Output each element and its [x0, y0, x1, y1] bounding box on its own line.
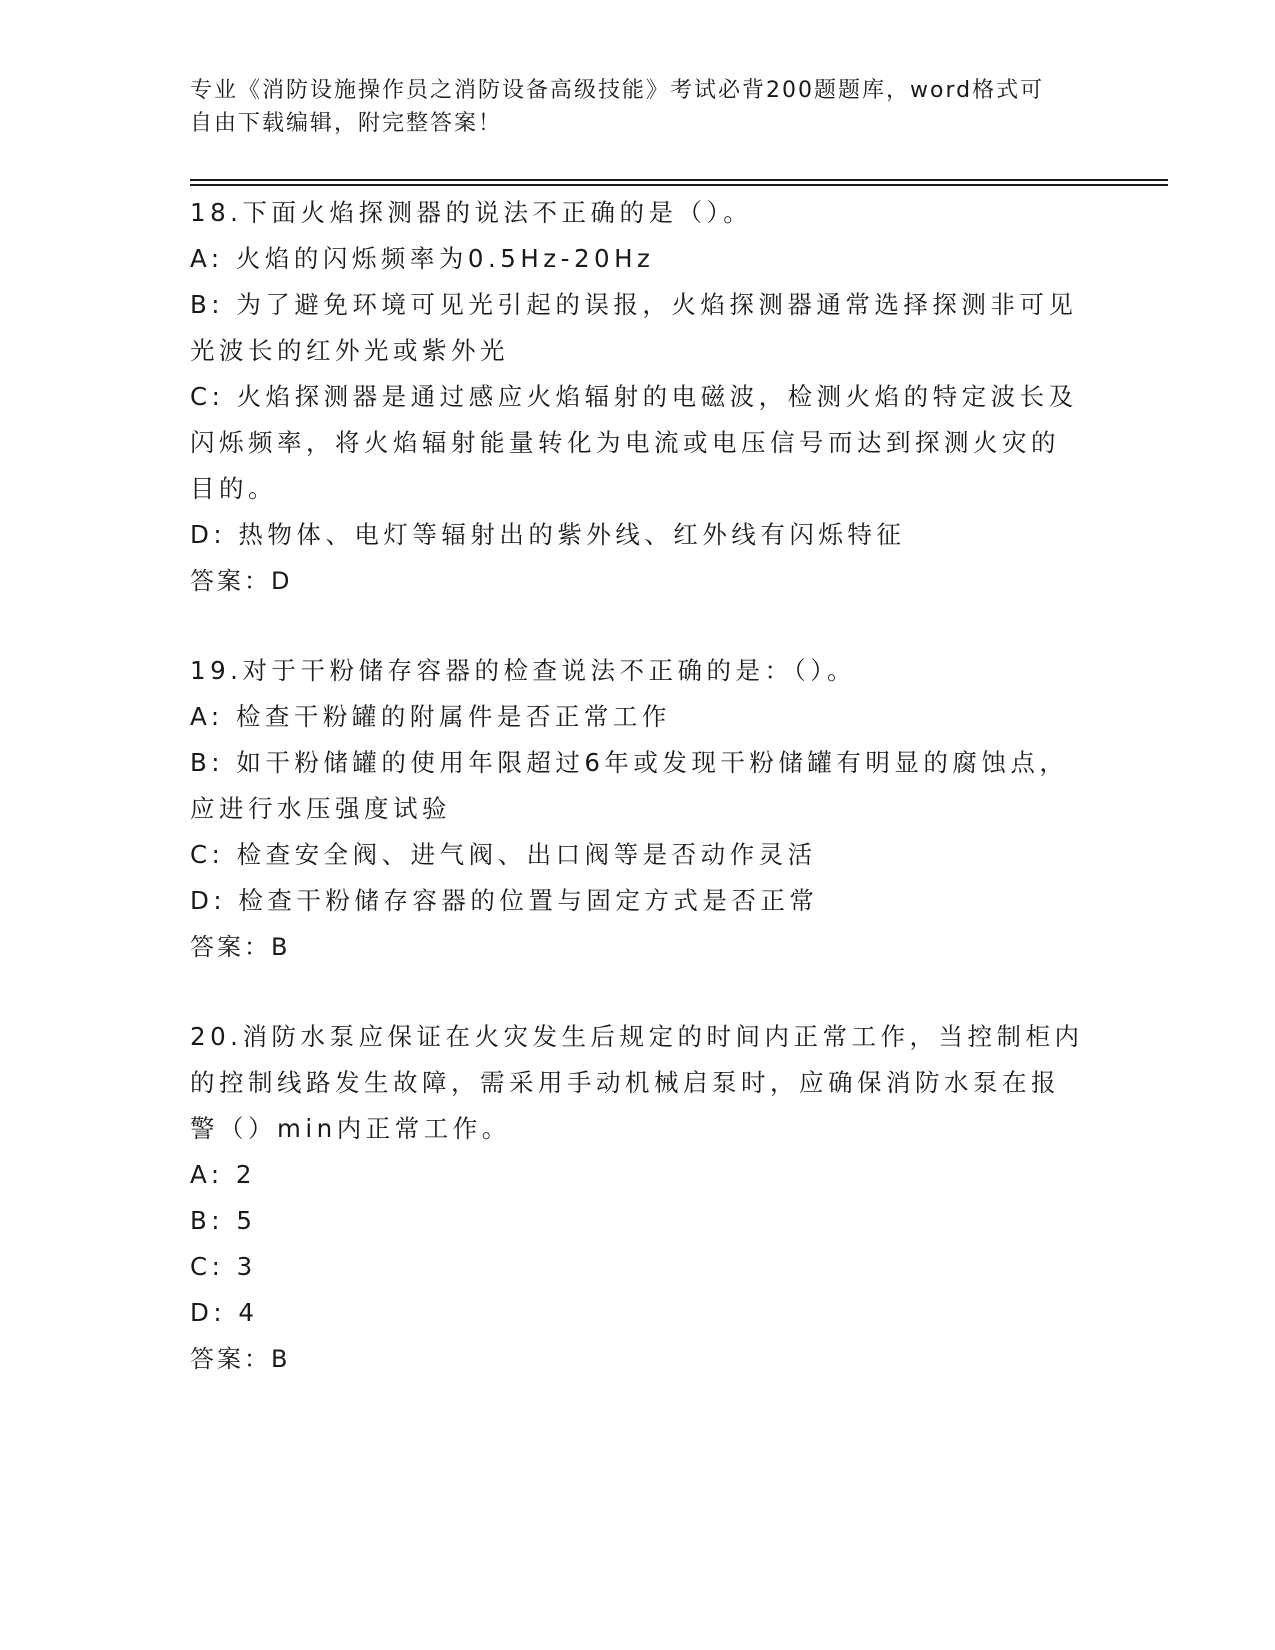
option-c: C: 火焰探测器是通过感应火焰辐射的电磁波，检测火焰的特定波长及 [190, 382, 1078, 411]
option-d: D: 热物体、电灯等辐射出的紫外线、红外线有闪烁特征 [190, 520, 906, 549]
question-stem-continued: 警（）min内正常工作。 [190, 1114, 511, 1143]
option-c: C: 3 [190, 1252, 257, 1281]
header-line-2: 自由下载编辑，附完整答案！ [190, 111, 503, 136]
option-b-continued: 应进行水压强度试验 [190, 794, 451, 823]
option-a: A: 检查干粉罐的附属件是否正常工作 [190, 702, 671, 731]
answer: 答案：B [190, 933, 291, 961]
header-line-1: 专业《消防设施操作员之消防设备高级技能》考试必背200题题库，word格式可 [190, 78, 1045, 103]
question-stem: 19.对于干粉储存容器的检查说法不正确的是：（）。 [190, 656, 856, 685]
option-b: B: 5 [190, 1206, 257, 1235]
option-b: B: 为了避免环境可见光引起的误报，火焰探测器通常选择探测非可见 [190, 290, 1078, 319]
question-stem: 18.下面火焰探测器的说法不正确的是（）。 [190, 198, 753, 227]
option-d: D: 4 [190, 1298, 259, 1327]
question-19 [190, 648, 1090, 970]
option-c: C: 检查安全阀、进气阀、出口阀等是否动作灵活 [190, 840, 817, 869]
option-d: D: 检查干粉储存容器的位置与固定方式是否正常 [190, 886, 819, 915]
header-rule-top [190, 179, 1168, 181]
option-c-continued: 闪烁频率，将火焰辐射能量转化为电流或电压信号而达到探测火灾的 [190, 428, 1060, 457]
document-header [190, 74, 1090, 140]
option-a: A: 火焰的闪烁频率为0.5Hz-20Hz [190, 244, 655, 273]
option-c-continued: 目的。 [190, 474, 277, 503]
question-20 [190, 1014, 1090, 1382]
question-stem-continued: 的控制线路发生故障，需采用手动机械启泵时，应确保消防水泵在报 [190, 1068, 1060, 1097]
question-stem: 20.消防水泵应保证在火灾发生后规定的时间内正常工作，当控制柜内 [190, 1022, 1084, 1051]
option-b: B: 如干粉储罐的使用年限超过6年或发现干粉储罐有明显的腐蚀点， [190, 748, 1069, 777]
option-b-continued: 光波长的红外光或紫外光 [190, 336, 509, 365]
answer: 答案：B [190, 1345, 291, 1373]
question-18 [190, 190, 1090, 604]
question-list [190, 190, 1090, 1426]
header-rule-bottom [190, 184, 1168, 186]
option-a: A: 2 [190, 1160, 256, 1189]
answer: 答案：D [190, 567, 293, 595]
